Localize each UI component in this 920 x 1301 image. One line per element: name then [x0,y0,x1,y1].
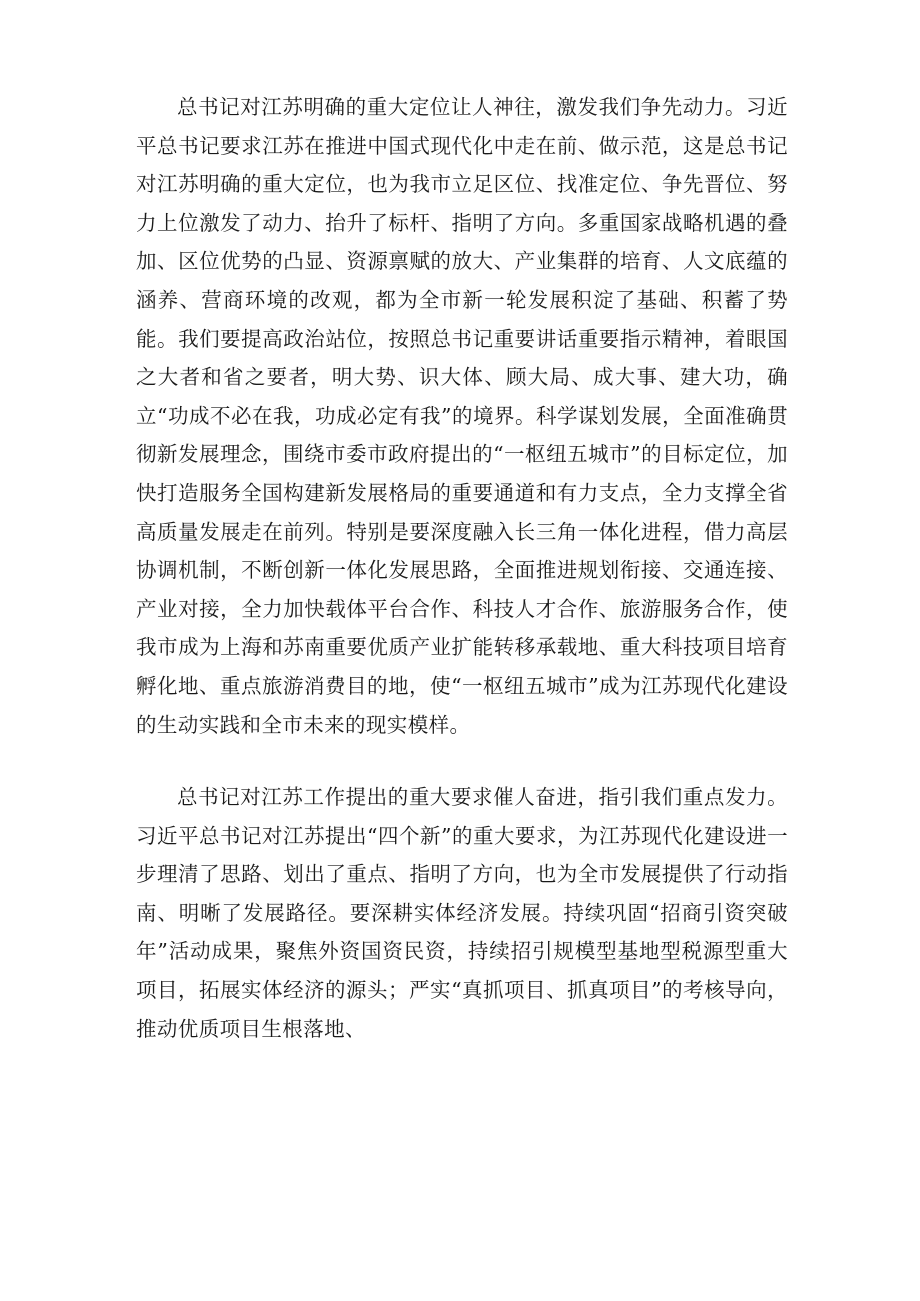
document-body [136,88,788,1048]
paragraph-2: 总书记对江苏工作提出的重大要求催人奋进，指引我们重点发力。习近平总书记对江苏提出“四个新”的重大要求，为江苏现代化建设进一步理清了思路、划出了重点、指明了方向，也为全市发展提供了行动指南、明晰了发展路径。要深耕实体经济发展。持续巩固“招商引资突破年”活动成果，聚焦外资国资民资，持续招引规模型基地型税源型重大项目，拓展实体经济的源头；严实“真抓项目、抓真项目”的考核导向，推动优质项目生根落地、 [136,785,788,1041]
paragraph-1: 总书记对江苏明确的重大定位让人神往，激发我们争先动力。习近平总书记要求江苏在推进中国式现代化中走在前、做示范，这是总书记对江苏明确的重大定位，也为我市立足区位、找准定位、争先晋位、努力上位激发了动力、抬升了标杆、指明了方向。多重国家战略机遇的叠加、区位优势的凸显、资源禀赋的放大、产业集群的培育、人文底蕴的涵养、营商环境的改观，都为全市新一轮发展积淀了基础、积蓄了势能。我们要提高政治站位，按照总书记重要讲话重要指示精神，着眼国之大者和省之要者，明大势、识大体、顾大局、成大事、建大功，确立“功成不必在我，功成必定有我”的境界。科学谋划发展，全面准确贯彻新发展理念，围绕市委市政府提出的“一枢纽五城市”的目标定位，加快打造服务全国构建新发展格局的重要通道和有力支点，全力支撑全省高质量发展走在前列。特别是要深度融入长三角一体化进程，借力高层协调机制，不断创新一体化发展思路，全面推进规划衔接、交通连接、产业对接，全力加快载体平台合作、科技人才合作、旅游服务合作，使我市成为上海和苏南重要优质产业扩能转移承载地、重大科技项目培育孵化地、重点旅游消费目的地，使“一枢纽五城市”成为江苏现代化建设的生动实践和全市未来的现实模样。 [136,95,788,737]
